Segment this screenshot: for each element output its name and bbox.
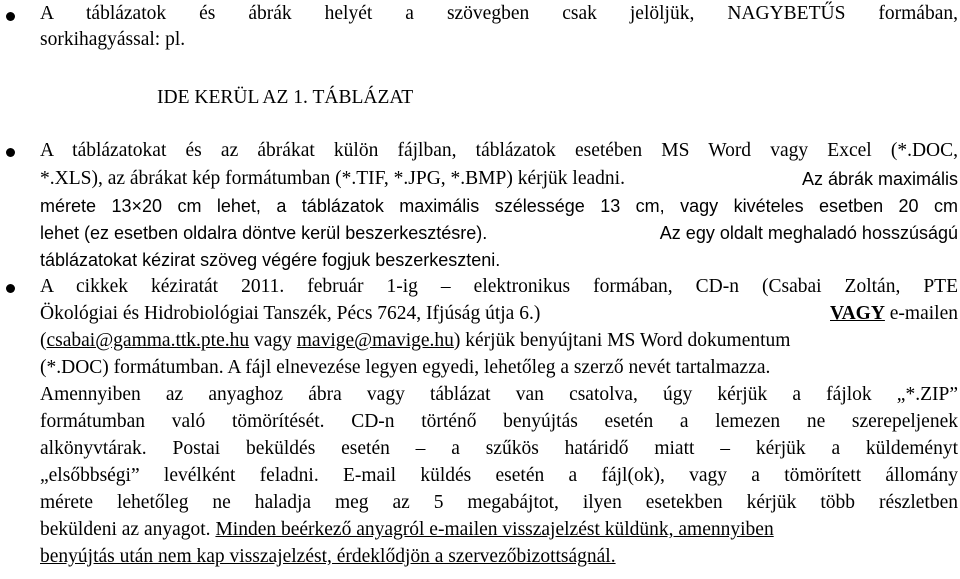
- email-link-mavige[interactable]: mavige@mavige.hu: [296, 330, 454, 351]
- bullet3-line3-end: ) kérjük benyújtani MS Word dokumentum: [453, 330, 791, 351]
- bullet3-line7: alkönyvtárak. Postai beküldés esetén – a szűkös határidő miatt – kérjük a küldeményt: [40, 438, 958, 459]
- bullet2-line4-part2: Az egy oldalt meghaladó hosszúságú: [659, 223, 958, 243]
- bullet1-line1: A táblázatok és ábrák helyét a szövegben csak jelöljük, NAGYBETŰS formában,: [40, 3, 958, 24]
- bullet3-line11: [40, 544, 958, 570]
- vagy-emphasis: VAGY: [830, 303, 885, 324]
- email-link-csabai[interactable]: csabai@gamma.ttk.pte.hu: [46, 330, 250, 351]
- paren-open: (: [40, 330, 47, 351]
- bullet3-line11-underlined: benyújtás után nem kap visszajelzést, érdeklődjön a szervezőbizottságnál.: [40, 546, 616, 567]
- bullet-marker: [6, 284, 15, 293]
- bullet-marker: [6, 148, 15, 157]
- bullet3-line4: (*.DOC) formátumban. A fájl elnevezése legyen egyedi, lehetőleg a szerző nevét tartalmazza.: [40, 357, 771, 378]
- bullet1-line2: sorkihagyással: pl.: [40, 29, 186, 50]
- bullet2-line2: [40, 166, 958, 192]
- bullet-marker: [6, 12, 15, 21]
- bullet2-line1: A táblázatokat és az ábrákat külön fájlban, táblázatok esetében MS Word vagy Excel (*.DOC,: [40, 140, 958, 161]
- bullet3-line2-part1: Ökológiai és Hidrobiológiai Tanszék, Pécs 7624, Ifjúság útja 6.): [40, 303, 541, 324]
- bullet2-line3: mérete 13×20 cm lehet, a táblázatok maximális szélessége 13 cm, vagy kivételes esetben 20 cm: [40, 196, 958, 216]
- bullet3-line2: [40, 301, 958, 327]
- bullet2-line4-part1: lehet (ez esetben oldalra döntve kerül beszerkesztésre).: [40, 223, 488, 243]
- bullet3-line8: „elsőbbségi” levélként feladni. E-mail küldés esetén a fájl(ok), vagy a tömörített állomány: [40, 465, 958, 486]
- bullet2-line5: táblázatokat kézirat szöveg végére fogjuk beszerkeszteni.: [40, 250, 501, 270]
- bullet3-line3-mid: vagy: [249, 330, 297, 351]
- bullet2-line4: [40, 220, 958, 246]
- bullet3-line2-part2: e-mailen: [889, 303, 958, 324]
- bullet3-line10-part1: beküldeni az anyagot.: [40, 519, 216, 540]
- bullet2-line2-part2: Az ábrák maximális: [801, 169, 958, 189]
- table-placeholder: IDE KERÜL AZ 1. TÁBLÁZAT: [157, 87, 414, 108]
- bullet3-line5: Amennyiben az anyaghoz ábra vagy táblázat van csatolva, úgy kérjük a fájlok „*.ZIP”: [40, 384, 958, 405]
- bullet3-line6: formátumban való tömörítését. CD-n történő benyújtás esetén a lemezen ne szerepeljenek: [40, 411, 958, 432]
- bullet3-line3: [40, 328, 958, 354]
- bullet3-line1: A cikkek kéziratát 2011. február 1-ig – elektronikus formában, CD-n (Csabai Zoltán, PTE: [40, 276, 958, 297]
- bullet3-line10-underlined: Minden beérkező anyagról e-mailen visszajelzést küldünk, amennyiben: [215, 519, 774, 540]
- bullet2-line2-part1: *.XLS), az ábrákat kép formátumban (*.TIF, *.JPG, *.BMP) kérjük leadni.: [40, 168, 625, 189]
- bullet3-line10: [40, 517, 958, 543]
- bullet3-line9: mérete lehetőleg ne haladja meg az 5 megabájtot, ilyen esetekben kérjük több részletben: [40, 492, 958, 513]
